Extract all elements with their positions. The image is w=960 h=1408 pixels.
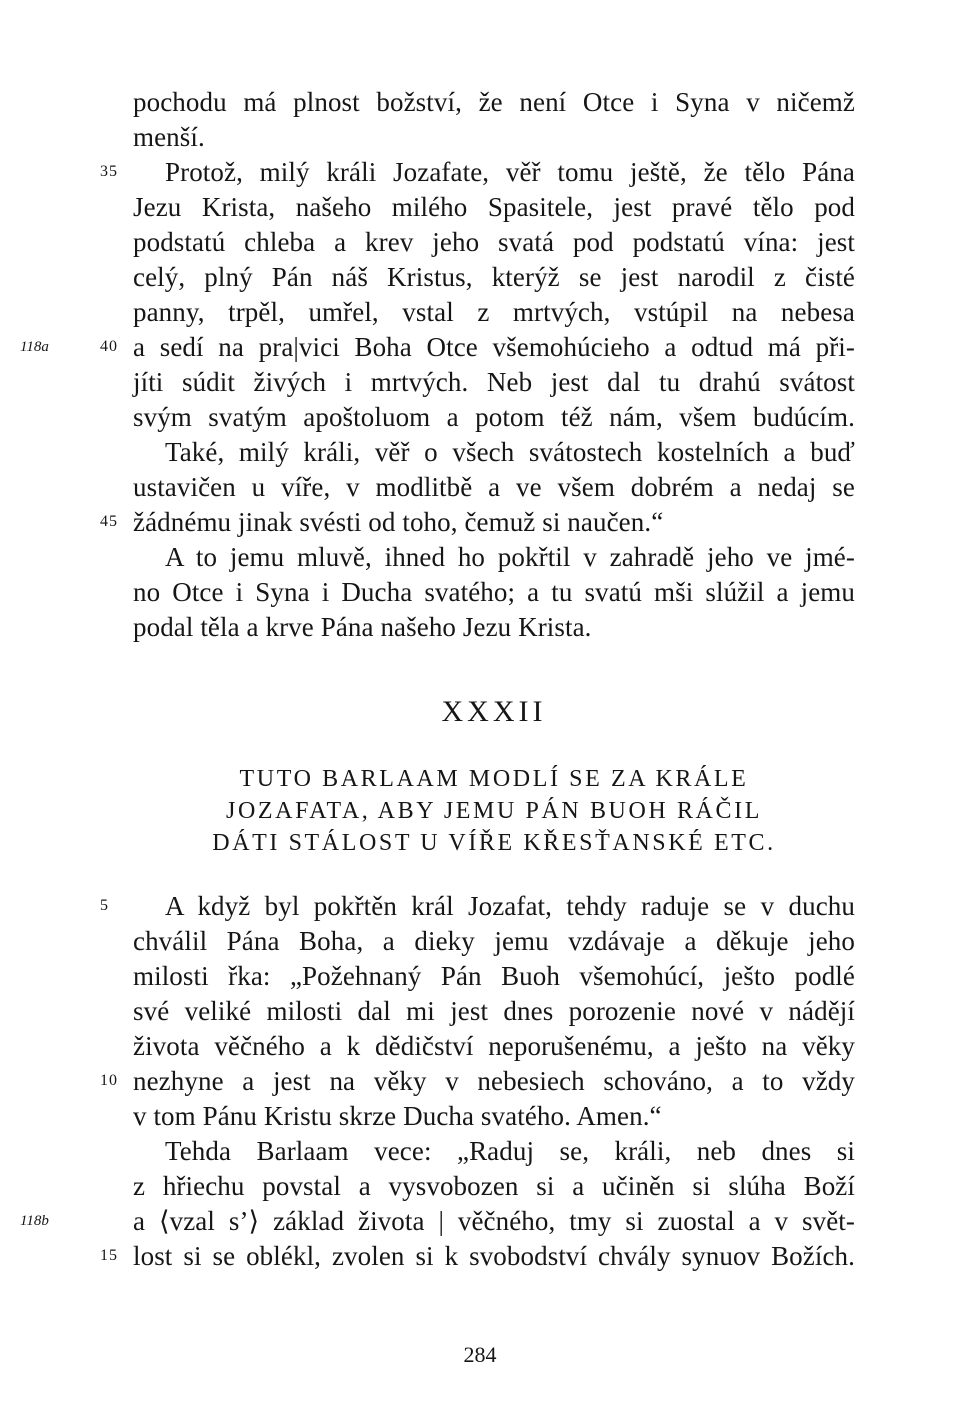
- text-line: svým svatým apoštoluom a potom též nám, všem budúcím.: [133, 402, 855, 432]
- chapter-title-line: JOZAFATA, ABY JEMU PÁN BUOH RÁČIL: [226, 798, 762, 824]
- text-line: a ⟨vzal s’⟩ základ života | věčného, tmy si zuostal a v svět-: [133, 1206, 855, 1236]
- text-line: Protož, milý králi Jozafate, věř tomu ještě, že tělo Pána: [165, 157, 855, 187]
- text-line: žádnému jinak svésti od toho, čemuž si naučen.“: [133, 507, 664, 537]
- text-line: milosti řka: „Požehnaný Pán Buoh všemohúcí, ješto podlé: [133, 961, 855, 991]
- text-line: celý, plný Pán náš Kristus, kterýž se jest narodil z čisté: [133, 262, 855, 292]
- text-line: života věčného a k dědičství neporušenému, a ješto na věky: [133, 1031, 855, 1061]
- line-number: 45: [100, 513, 118, 530]
- line-number: 15: [100, 1247, 118, 1264]
- text-line: podal těla a krve Pána našeho Jezu Krista.: [133, 612, 592, 642]
- folio-mark: 118a: [20, 339, 49, 355]
- text-line: v tom Pánu Kristu skrze Ducha svatého. Amen.“: [133, 1101, 662, 1131]
- line-number: 35: [100, 163, 118, 180]
- chapter-number: XXXII: [441, 695, 547, 728]
- folio-mark: 118b: [20, 1213, 49, 1229]
- text-line: A to jemu mluvě, ihned ho pokřtil v zahradě jeho ve jmé-: [165, 542, 855, 572]
- text-line: z hřiechu povstal a vysvobozen si a učiněn si slúha Boží: [133, 1171, 855, 1201]
- text-line: ustavičen u víře, v modlitbě a ve všem dobrém a nedaj se: [133, 472, 855, 502]
- text-line: Také, milý králi, věř o všech svátostech kostelních a buď: [165, 437, 855, 467]
- text-line: pochodu má plnost božství, že není Otce i Syna v ničemž: [133, 87, 855, 117]
- text-line: chválil Pána Boha, a dieky jemu vzdávaje a děkuje jeho: [133, 926, 855, 956]
- text-line: Tehda Barlaam vece: „Raduj se, králi, neb dnes si: [165, 1136, 855, 1166]
- text-line: no Otce i Syna i Ducha svatého; a tu svatú mši slúžil a jemu: [133, 577, 855, 607]
- text-line: lost si se oblékl, zvolen si k svobodství chvály synuov Božích.: [133, 1241, 855, 1271]
- text-line: nezhyne a jest na věky v nebesiech schováno, a to vždy: [133, 1066, 855, 1096]
- text-line: panny, trpěl, umřel, vstal z mrtvých, vstúpil na nebesa: [133, 297, 855, 327]
- text-line: a sedí na pra|vici Boha Otce všemohúcieho a odtud má při-: [133, 332, 855, 362]
- chapter-title-line: TUTO BARLAAM MODLÍ SE ZA KRÁLE: [239, 766, 749, 792]
- text-line: A když byl pokřtěn král Jozafat, tehdy raduje se v duchu: [165, 891, 855, 921]
- text-line: své veliké milosti dal mi jest dnes porozenie nové v nádějí: [133, 996, 855, 1026]
- page-number: 284: [463, 1342, 497, 1367]
- line-number: 40: [100, 338, 118, 355]
- chapter-title-line: DÁTI STÁLOST U VÍŘE KŘESŤANSKÉ ETC.: [212, 830, 776, 856]
- line-number: 5: [100, 897, 109, 914]
- text-line: podstatú chleba a krev jeho svatá pod podstatú vína: jest: [133, 227, 855, 257]
- text-line: jíti súdit živých i mrtvých. Neb jest dal tu drahú svátost: [133, 367, 855, 397]
- text-line: Jezu Krista, našeho milého Spasitele, jest pravé tělo pod: [133, 192, 855, 222]
- text-line: menší.: [133, 122, 205, 152]
- line-number: 10: [100, 1072, 118, 1089]
